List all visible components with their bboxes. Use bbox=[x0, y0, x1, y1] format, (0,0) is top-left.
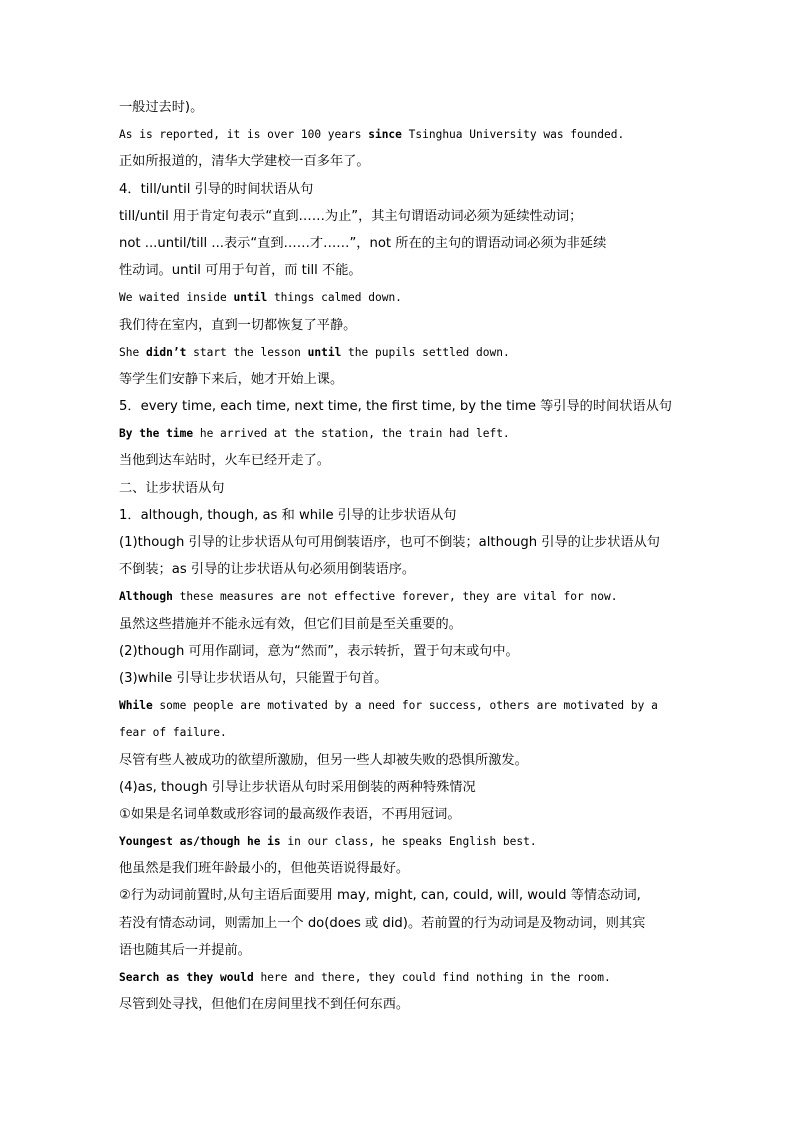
document-body bbox=[119, 94, 679, 1018]
text-run: 他虽然是我们班年龄最小的，但他英语说得最好。 bbox=[119, 861, 410, 877]
text-line bbox=[119, 447, 679, 474]
text-run: As is reported, it is over 100 years bbox=[119, 128, 369, 142]
text-run: here and there, they could find nothing in the room. bbox=[253, 971, 611, 984]
text-line bbox=[119, 747, 679, 774]
text-run: till/until 用于肯定句表示“直到……为止”，其主句谓语动词必须为延续性动词； bbox=[119, 208, 583, 224]
bold-keyword: until bbox=[233, 291, 268, 305]
text-run: the pupils settled down. bbox=[341, 345, 510, 359]
text-run: things calmed down. bbox=[267, 291, 402, 305]
bold-keyword: By the time bbox=[119, 427, 194, 441]
bold-keyword: didn’t bbox=[145, 345, 187, 359]
text-run: Tsinghua University was founded. bbox=[401, 128, 625, 142]
text-run: 我们待在室内，直到一切都恢复了平静。 bbox=[119, 317, 357, 333]
text-line bbox=[119, 638, 679, 665]
text-run: She bbox=[119, 345, 146, 359]
text-line bbox=[119, 203, 679, 230]
text-run: (2)though 可用作副词，意为“然而”，表示转折，置于句末或句中。 bbox=[119, 643, 519, 659]
text-line bbox=[119, 366, 679, 393]
text-run: 二、让步状语从句 bbox=[119, 480, 225, 496]
text-run: these measures are not effective forever, they are vital for now. bbox=[172, 590, 618, 604]
text-run: 5．every time, each time, next time, the first time, by the time 等引导的时间状语从句 bbox=[119, 399, 672, 415]
text-run: 尽管有些人被成功的欲望所激励，但另一些人却被失败的恐惧所激发。 bbox=[119, 752, 528, 768]
example-sentence bbox=[119, 692, 679, 719]
text-run: (1)though 引导的让步状语从句可用倒装语序，也可不倒装；although 引导的让步状语从句 bbox=[119, 535, 660, 550]
bold-keyword: until bbox=[307, 345, 342, 359]
text-line bbox=[119, 991, 679, 1018]
example-sentence bbox=[119, 964, 679, 991]
text-line bbox=[119, 882, 679, 909]
text-run: 4．till/until 引导的时间状语从句 bbox=[119, 181, 314, 197]
text-run: 语也随其后一并提前。 bbox=[119, 942, 251, 958]
text-line bbox=[119, 774, 679, 801]
text-line bbox=[119, 257, 679, 284]
text-run: 当他到达车站时，火车已经开走了。 bbox=[119, 453, 330, 469]
text-line bbox=[119, 393, 679, 420]
text-line bbox=[119, 937, 679, 964]
text-run: 正如所报道的，清华大学建校一百多年了。 bbox=[119, 154, 370, 170]
text-run: some people are motivated by a need for success, others are motivated by a bbox=[152, 699, 658, 713]
text-run: 1．although, though, as 和 while 引导的让步状语从句 bbox=[119, 507, 457, 523]
example-sentence bbox=[119, 583, 679, 610]
example-sentence bbox=[119, 828, 679, 855]
text-run: he arrived at the station, the train had left. bbox=[193, 427, 510, 441]
text-line bbox=[119, 665, 679, 692]
bold-keyword: Search as they would bbox=[119, 971, 254, 984]
text-run: start the lesson bbox=[186, 345, 308, 359]
text-run: 性动词。until 可用于句首，而 till 不能。 bbox=[119, 263, 362, 279]
text-run: ①如果是名词单数或形容词的最高级作表语，不再用冠词。 bbox=[119, 806, 461, 822]
example-sentence bbox=[119, 420, 679, 447]
text-line bbox=[119, 910, 679, 937]
text-run: 虽然这些措施并不能永远有效，但它们目前是至关重要的。 bbox=[119, 616, 462, 632]
example-sentence bbox=[119, 339, 679, 366]
example-sentence bbox=[119, 719, 679, 746]
text-run: not ...until/till ...表示“直到……才……”，not 所在的主句的谓语动词必须为非延续 bbox=[119, 235, 607, 251]
example-sentence bbox=[119, 284, 679, 311]
text-run: in our class, he speaks English best. bbox=[280, 835, 537, 849]
text-run: We waited inside bbox=[119, 291, 234, 305]
bold-keyword: Although bbox=[119, 590, 173, 604]
bold-keyword: Youngest as/though he is bbox=[119, 835, 281, 849]
text-line bbox=[119, 94, 679, 121]
text-line bbox=[119, 176, 679, 203]
text-line bbox=[119, 556, 679, 583]
bold-keyword: since bbox=[368, 128, 402, 142]
text-line bbox=[119, 148, 679, 175]
bold-keyword: While bbox=[119, 699, 153, 713]
example-sentence bbox=[119, 121, 679, 148]
text-line bbox=[119, 230, 679, 257]
text-line bbox=[119, 611, 679, 638]
text-line bbox=[119, 855, 679, 882]
text-run: (3)while 引导让步状语从句，只能置于句首。 bbox=[119, 670, 388, 686]
text-run: 若没有情态动词，则需加上一个 do(does 或 did)。若前置的行为动词是及物动词，则其宾 bbox=[119, 915, 646, 931]
text-run: 等学生们安静下来后，她才开始上课。 bbox=[119, 371, 344, 387]
text-line bbox=[119, 801, 679, 828]
text-line bbox=[119, 529, 679, 556]
text-line bbox=[119, 502, 679, 529]
text-line bbox=[119, 312, 679, 339]
text-line bbox=[119, 475, 679, 502]
text-run: 尽管到处寻找，但他们在房间里找不到任何东西。 bbox=[119, 997, 410, 1013]
text-run: fear of failure. bbox=[119, 726, 227, 740]
text-run: 一般过去时)。 bbox=[119, 100, 204, 115]
text-run: ②行为动词前置时,从句主语后面要用 may, might, can, could, will, would 等情态动词, bbox=[119, 888, 641, 904]
text-run: (4)as, though 引导让步状语从句时采用倒装的两种特殊情况 bbox=[119, 779, 476, 795]
text-run: 不倒装；as 引导的让步状语从句必须用倒装语序。 bbox=[119, 562, 416, 578]
